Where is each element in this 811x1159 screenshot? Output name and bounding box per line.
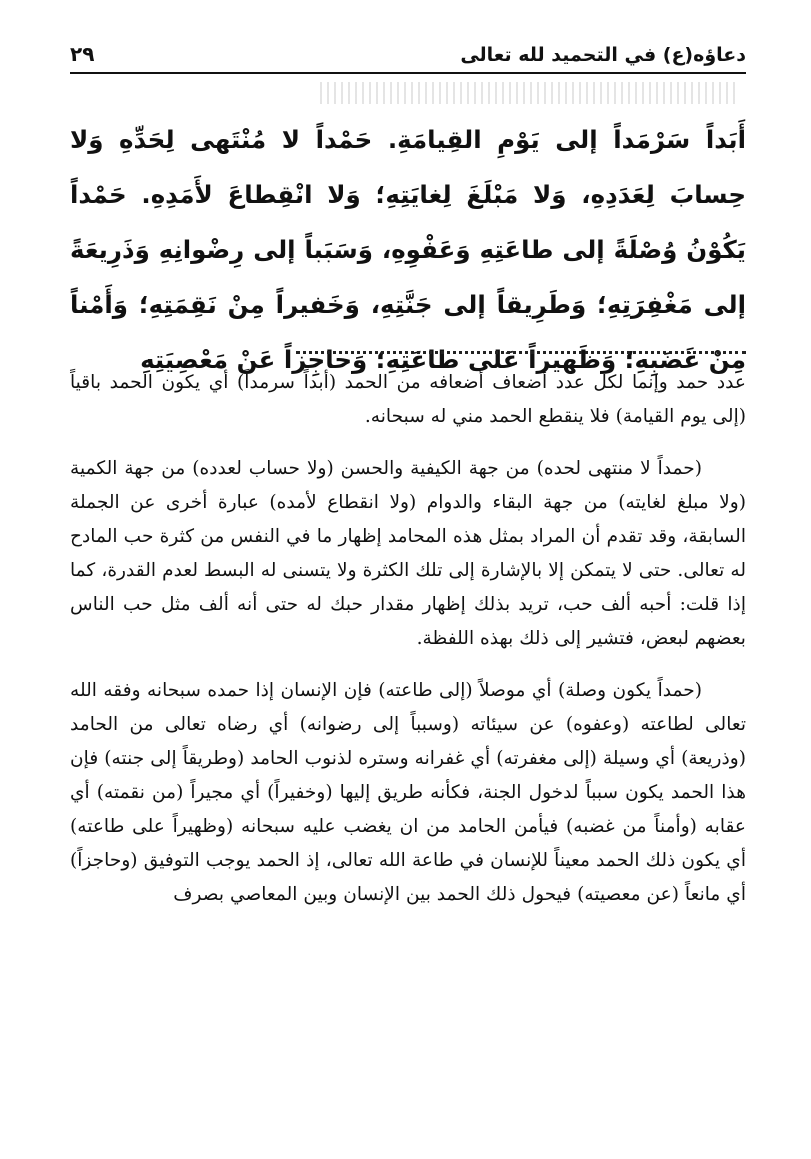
commentary-paragraph: (حمداً يكون وصلة) أي موصلاً (إلى طاعته) فإن الإنسان إذا حمده سبحانه وفقه الله تعالى لطاعته (وعفوه) عن سيئاته (وسبباً إلى رضوانه) أي رضاه تعالى من الحامد (وذريعة) أي وسيلة (إلى مغفرته) أي غفرانه وستره لذنوب الحامد (وطريقاً إلى جنته) فإن هذا الحمد يكون سبباً لدخول الجنة، فكأنه طريق إليها (وخفيراً) أي مجيراً (من نقمته) أي عقابه (وأمناً من غضبه) فيأمن الحامد من ان يغضب عليه سبحانه (وظهيراً على طاعته) أي يكون ذلك الحمد معيناً للإنسان في طاعة الله تعالى، إذ الحمد يوجب التوفيق (وحاجزاً) أي مانعاً (عن معصيته) فيحول ذلك الحمد بين الإنسان وبين المعاصي بصرف [70,680,746,905]
commentary-paragraph: عدد حمد وإنما لكل عدد أضعاف أضعافه من الحمد (أبداً سرمداً) أي يكون الحمد باقياً (إلى يوم القيامة) فلا ينقطع الحمد مني له سبحانه. [70,372,746,427]
dotted-separator [296,351,746,354]
prayer-text: أَبَداً سَرْمَداً إلى يَوْمِ القِيامَةِ. حَمْداً لا مُنْتَهى لِحَدِّهِ وَلا حِسابَ لِعَدَدِهِ، وَلا مَبْلَغَ لِغايَتِهِ؛ وَلا انْقِطاعَ لأَمَدِهِ. حَمْداً يَكُوْنُ وُصْلَةً إلى طاعَتِهِ وَعَفْوِهِ، وَسَبَباً إلى رِضْوانِهِ وَذَرِيعَةً إلى مَغْفِرَتِهِ؛ وَطَرِيقاً إلى جَنَّتِهِ، وَخَفيراً مِنْ نَقِمَتِهِ؛ وَأَمْناً مِنْ غَضَبِهِ؛ وَظَهيراً عَلى طاعَتِهِ؛ وَحاجِزاً عَنْ مَعْصِيَتِهِ [70,125,746,374]
page-number: ٢٩ [70,42,95,66]
header-rule [70,72,746,74]
page-header [70,38,746,74]
commentary [70,366,746,930]
scan-artifact [320,82,740,104]
running-title: دعاؤه(ع) في التحميد لله تعالى [460,44,746,66]
commentary-paragraph: (حمداً لا منتهى لحده) من جهة الكيفية والحسن (ولا حساب لعدده) من جهة الكمية (ولا مبلغ لغايته) من جهة البقاء والدوام (ولا انقطاع لأمده) عبارة أخرى عن الجملة السابقة، وقد تقدم أن المراد بمثل هذه المحامد إظهار ما في النفس من كثرة حب المادح له تعالى. حتى لا يتمكن إلا بالإشارة إلى تلك الكثرة ولا يتسنى له البسط لعدم القدرة، كما إذا قلت: أحبه ألف حب، تريد بذلك إظهار مقدار حبك له حتى أنه ألف مثل حب الناس بعضهم لبعض، فتشير إلى ذلك بهذه اللفظة. [70,458,746,649]
